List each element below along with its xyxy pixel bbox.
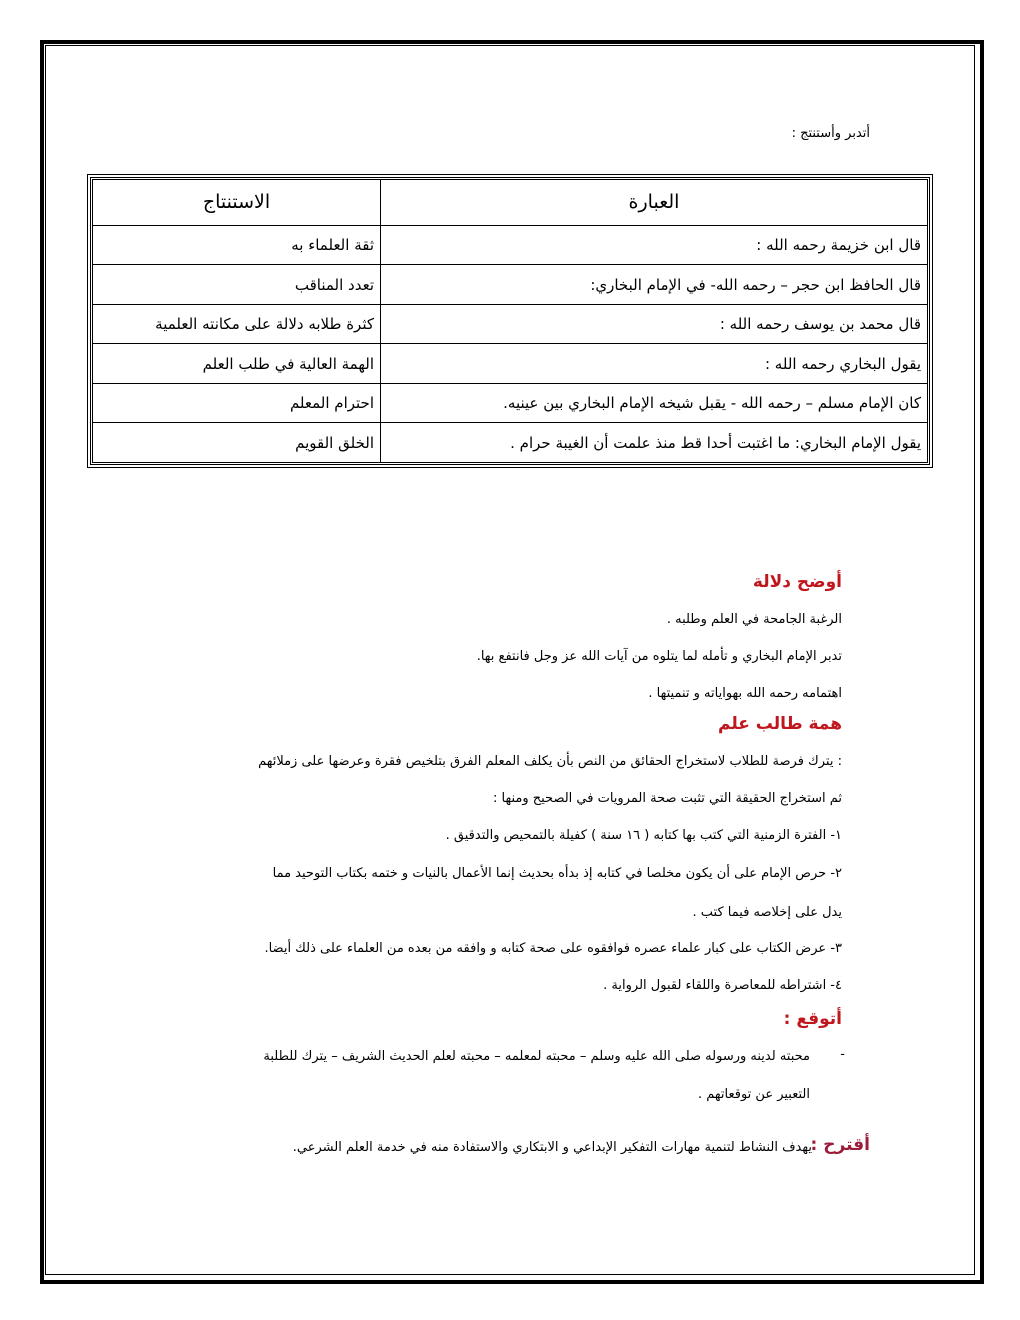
bullet-dash: - [840, 1047, 845, 1062]
ambition-line: : يترك فرصة للطلاب لاستخراج الحقائق من النص بأن يكلف المعلم الفرق بتلخيص فقرة وعرضها على زملائهم [258, 754, 842, 769]
section-title-suggest: أقترح : [810, 1135, 870, 1155]
ambition-line: ثم استخراج الحقيقة التي تثبت صحة المرويات في الصحيح ومنها : [492, 791, 842, 806]
table-row [93, 304, 928, 344]
conclusion-cell: ثقة العلماء به [93, 225, 381, 265]
conclusion-cell: الخلق القويم [93, 423, 381, 463]
conclusion-cell: كثرة طلابه دلالة على مكانته العلمية [93, 304, 381, 344]
table-row [93, 225, 928, 265]
reflection-table [87, 174, 933, 468]
table-row [93, 383, 928, 423]
statement-cell: قال محمد بن يوسف رحمه الله : [381, 304, 928, 344]
table-header-row [93, 180, 928, 226]
table-row [93, 344, 928, 384]
section-title-expect: أتوقع : [783, 1009, 842, 1029]
ambition-line: ٣- عرض الكتاب على كبار علماء عصره فوافقوه على صحة كتابه و وافقه من بعده من العلماء على ذلك أيضا. [264, 941, 842, 956]
evidence-line: الرغبة الجامحة في العلم وطلبه . [666, 612, 842, 627]
statement-cell: قال ابن خزيمة رحمه الله : [381, 225, 928, 265]
table-row [93, 423, 928, 463]
expect-line: التعبير عن توقعاتهم . [697, 1087, 810, 1102]
statement-cell: يقول الإمام البخاري: ما اغتبت أحدا قط منذ علمت أن الغيبة حرام . [381, 423, 928, 463]
conclusion-cell: الهمة العالية في طلب العلم [93, 344, 381, 384]
table-row [93, 265, 928, 305]
evidence-line: اهتمامه رحمه الله بهواياته و تنميتها . [648, 686, 842, 701]
intro-heading: أتدبر وأستنتج : [791, 126, 870, 141]
ambition-line: ٤- اشتراطه للمعاصرة واللقاء لقبول الرواية . [603, 978, 842, 993]
suggest-line: يهدف النشاط لتنمية مهارات التفكير الإبداعي و الابتكاري والاستفادة منه في خدمة العلم الشرعي. [292, 1140, 812, 1155]
conclusion-cell: تعدد المناقب [93, 265, 381, 305]
ambition-line: يدل على إخلاصه فيما كتب . [692, 905, 842, 920]
evidence-line: تدبر الإمام البخاري و تأمله لما يتلوه من آيات الله عز وجل فانتفع بها. [476, 649, 842, 664]
section-title-ambition: همة طالب علم [718, 714, 842, 734]
statement-cell: قال الحافظ ابن حجر – رحمه الله- في الإمام البخاري: [381, 265, 928, 305]
statement-cell: يقول البخاري رحمه الله : [381, 344, 928, 384]
header-conclusion: الاستنتاج [93, 180, 381, 226]
statement-cell: كان الإمام مسلم – رحمه الله - يقبل شيخه الإمام البخاري بين عينيه. [381, 383, 928, 423]
expect-line: محبته لدينه ورسوله صلى الله عليه وسلم – محبته لمعلمه – محبته لعلم الحديث الشريف – يترك للطلبة [263, 1049, 810, 1064]
header-statement: العبارة [381, 180, 928, 226]
section-title-evidence: أوضح دلالة [752, 572, 842, 592]
conclusion-cell: احترام المعلم [93, 383, 381, 423]
ambition-line: ٢- حرص الإمام على أن يكون مخلصا في كتابه إذ بدأه بحديث إنما الأعمال بالنيات و ختمه بكتاب التوحيد مما [272, 866, 842, 881]
ambition-line: ١- الفترة الزمنية التي كتب بها كتابه ( ١٦ سنة ) كفيلة بالتمحيص والتدقيق . [445, 828, 842, 843]
